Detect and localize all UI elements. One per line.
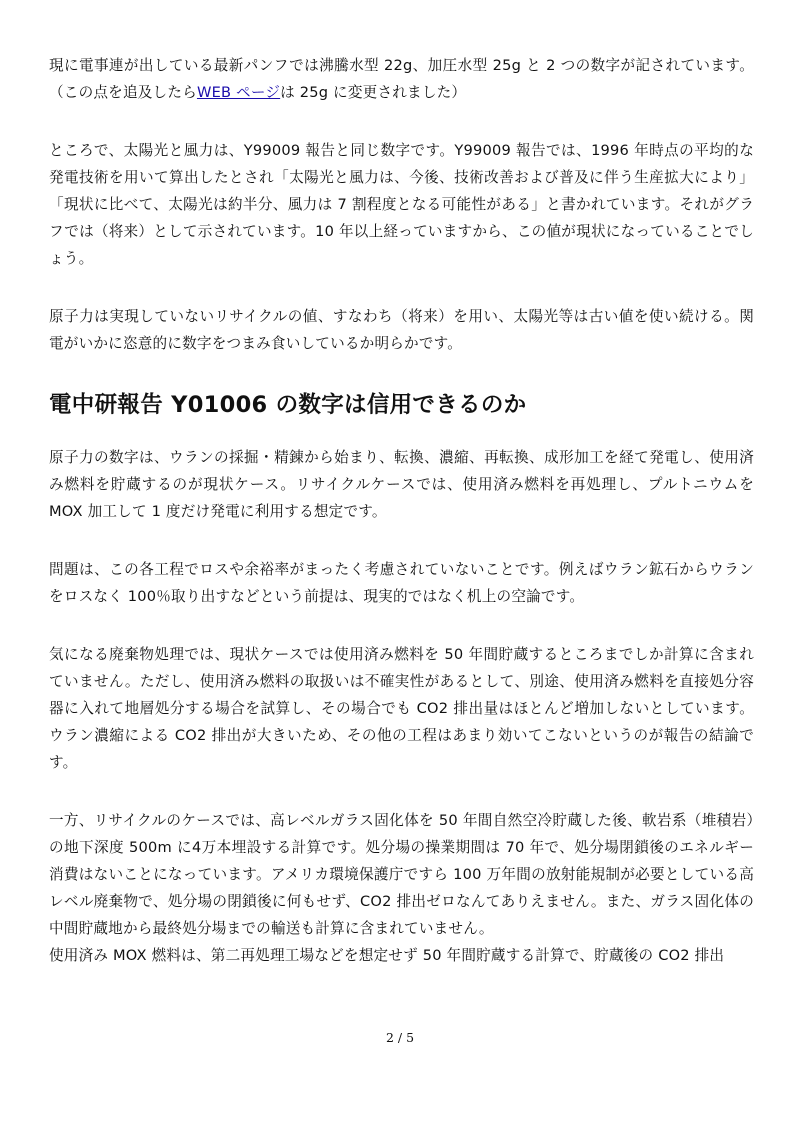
paragraph-mox-fuel: 使用済み MOX 燃料は、第二再処理工場などを想定せず 50 年間貯蔵する計算で、貯蔵後の CO2 排出 <box>49 947 725 964</box>
paragraph-loss-problem: 問題は、この各工程でロスや余裕率がまったく考慮されていないことです。例えばウラン鉱石からウランをロスなく 100％取り出すなどという前提は、現実的ではなく机上の空論です。 <box>49 561 754 605</box>
paragraph-nuclear-process: 原子力の数字は、ウランの採掘・精錬から始まり、転換、濃縮、再転換、成形加工を経て発電し、使用済み燃料を貯蔵するのが現状ケース。リサイクルケースでは、使用済み燃料を再処理し、プルトニウムを MOX 加工して 1 度だけ発電に利用する想定です。 <box>49 449 754 520</box>
paragraph-recycle-case: 一方、リサイクルのケースでは、高レベルガラス固化体を 50 年間自然空冷貯蔵した後、軟岩系（堆積岩）の地下深度 500m に4万本埋設する計算です。処分場の操業期間は 70 年で、処分場閉鎖後のエネルギー消費はないことになっています。アメリカ環境保護庁ですら 100 万年間の放射能規制が必要としている高レベル廃棄物で、処分場の閉鎖後に何もせず、CO2 排出ゼロなんてありえません。また、ガラス固化体の中間貯蔵地から最終処分場までの輸送も計算に含まれていません。 <box>49 812 754 937</box>
web-page-link[interactable]: WEB ページ <box>196 84 281 101</box>
section-heading: 電中研報告 Y01006 の数字は信用できるのか <box>49 392 527 418</box>
page-number: 2 / 5 <box>385 1030 415 1045</box>
paragraph-text: は 25g に変更されました） <box>280 84 467 101</box>
paragraph-text: 現に電事連が出している最新パンフでは沸騰水型 22g、加圧水型 25g と 2 つの数字が記されています。（この点を追及したら <box>49 57 754 101</box>
paragraph-pamphlet-values <box>49 52 754 106</box>
paragraph-cherry-picking: 原子力は実現していないリサイクルの値、すなわち（将来）を用い、太陽光等は古い値を使い続ける。関電がいかに恣意的に数字をつまみ食いしているか明らかです。 <box>49 308 754 352</box>
paragraph-waste-disposal: 気になる廃棄物処理では、現状ケースでは使用済み燃料を 50 年間貯蔵するところまでしか計算に含まれていません。ただし、使用済み燃料の取扱いは不確実性があるとして、別途、使用済み燃料を直接処分容器に入れて地層処分する場合を試算し、その場合でも CO2 排出量はほとんど増加しないとしています。ウラン濃縮による CO2 排出が大きいため、その他の工程はあまり効いてこないというのが報告の結論です。 <box>49 646 754 771</box>
document-content <box>49 52 754 969</box>
paragraph-solar-wind: ところで、太陽光と風力は、Y99009 報告と同じ数字です。Y99009 報告では、1996 年時点の平均的な発電技術を用いて算出したとされ「太陽光と風力は、今後、技術改善および普及に伴う生産拡大により」「現状に比べて、太陽光は約半分、風力は 7 割程度となる可能性がある」と書かれています。それがグラフでは（将来）として示されています。10 年以上経っていますから、この値が現状になっていることでしょう。 <box>49 142 754 267</box>
